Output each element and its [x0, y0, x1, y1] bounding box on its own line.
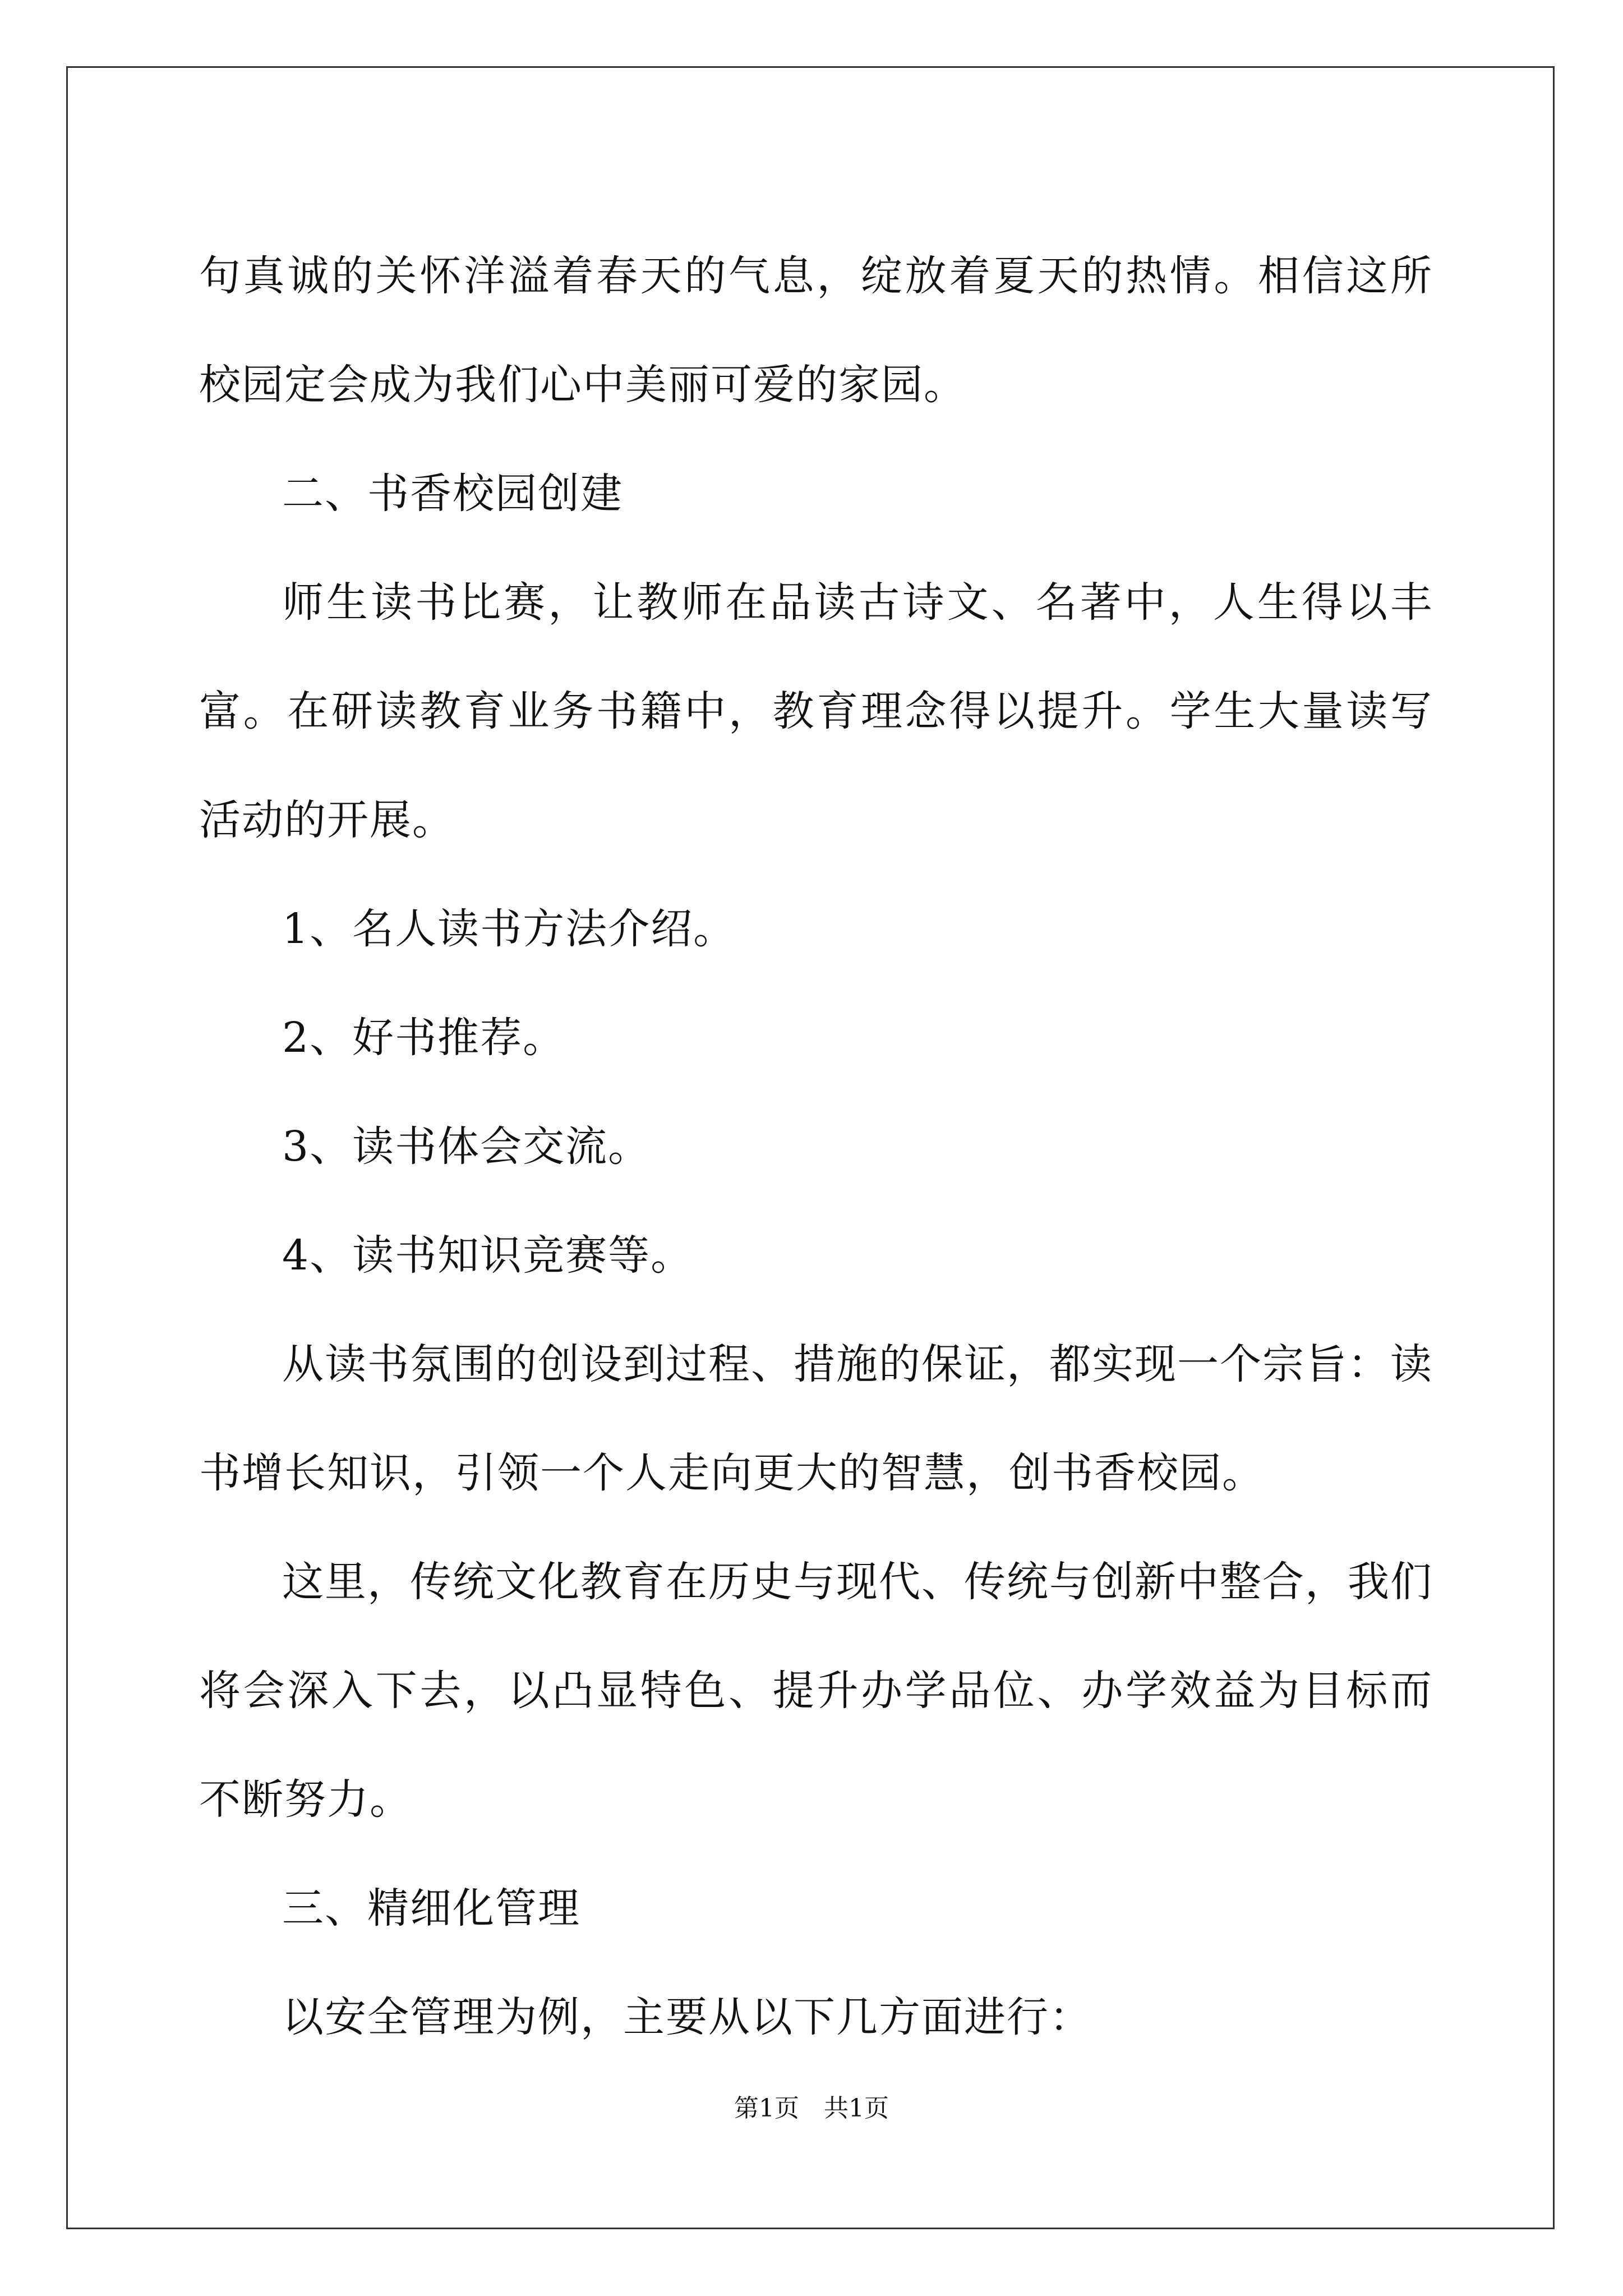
page-footer: 第1页 共1页 — [734, 2094, 889, 2123]
paragraph-11: 以安全管理为例，主要从以下几方面进行： — [282, 1993, 1092, 2041]
document-body — [199, 222, 1433, 2072]
paragraph-1: 句真诚的关怀洋溢着春天的气息，绽放着夏天的热情。相信这所校园定会成为我们心中美丽可爱的家园。 — [199, 252, 1433, 409]
list-item-2: 2、好书推荐。 — [282, 1014, 566, 1062]
list-item-1: 1、名人读书方法介绍。 — [282, 905, 736, 953]
paragraph-3: 师生读书比赛，让教师在品读古诗文、名著中，人生得以丰富。在研读教育业务书籍中，教育理念得以提升。学生大量读写活动的开展。 — [199, 578, 1433, 844]
paragraph-8: 从读书氛围的创设到过程、措施的保证，都实现一个宗旨：读书增长知识，引领一个人走向更大的智慧，创书香校园。 — [199, 1340, 1433, 1497]
list-item-3: 3、读书体会交流。 — [282, 1122, 651, 1171]
paragraph-9: 这里，传统文化教育在历史与现代、传统与创新中整合，我们将会深入下去，以凸显特色、提升办学品位、办学效益为目标而不断努力。 — [199, 1558, 1433, 1824]
heading-section-2: 二、书香校园创建 — [282, 470, 623, 518]
list-item-4: 4、读书知识竞赛等。 — [282, 1231, 694, 1280]
heading-section-3: 三、精细化管理 — [282, 1884, 580, 1932]
